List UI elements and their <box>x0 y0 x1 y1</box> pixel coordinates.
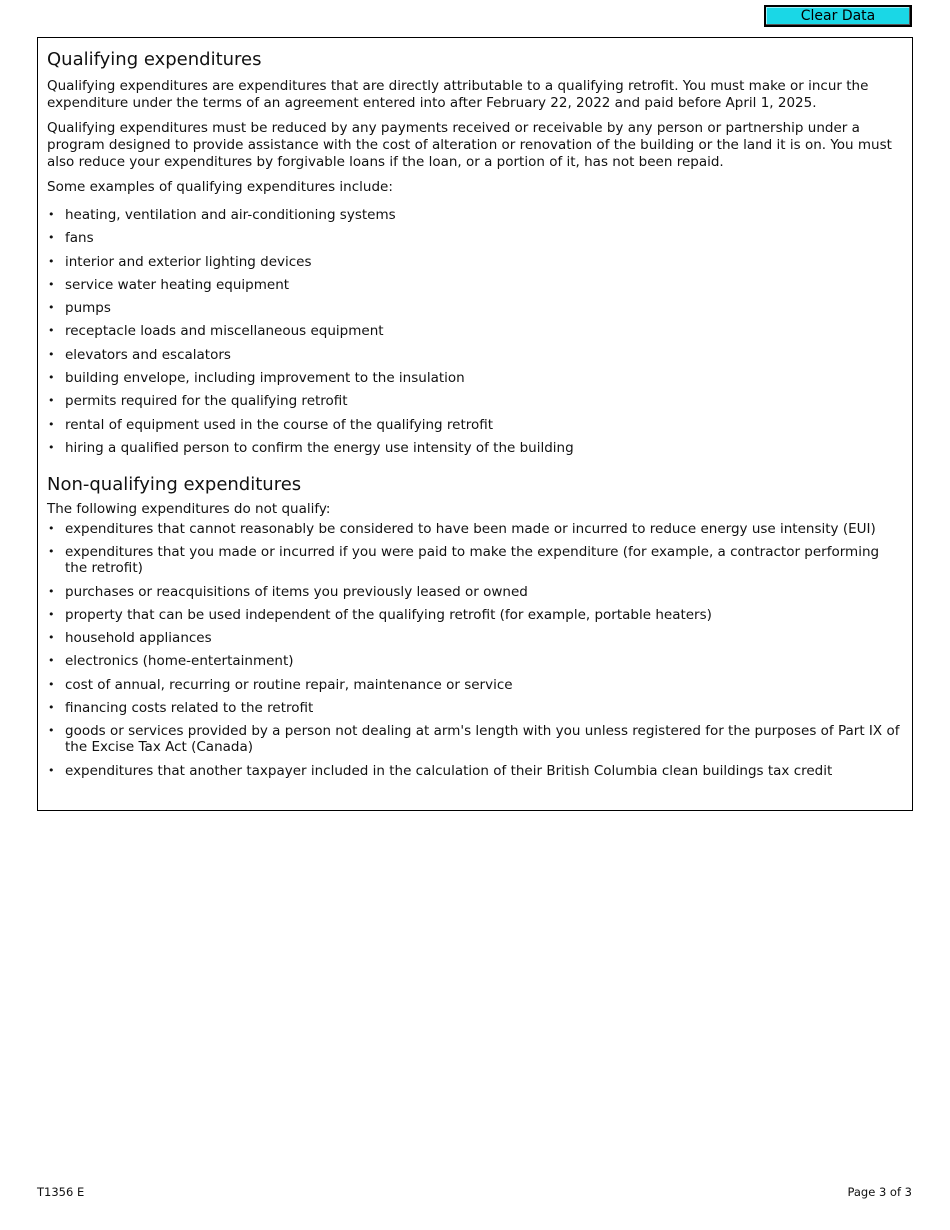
list-item: • property that can be used independent of the qualifying retrofit (for example, portable heaters) <box>48 606 712 623</box>
non-qualifying-intro: The following expenditures do not qualify: <box>47 500 331 517</box>
list-item: • rental of equipment used in the course of the qualifying retrofit <box>48 416 494 433</box>
list-item: • heating, ventilation and air-conditioning systems <box>48 207 396 223</box>
bullet-icon: • <box>48 521 55 535</box>
clear-data-button[interactable]: Clear Data <box>764 5 912 27</box>
content-box <box>37 37 913 811</box>
bullet-icon: • <box>48 301 55 315</box>
list-item: • electronics (home-entertainment) <box>48 653 294 670</box>
list-item: • household appliances <box>48 630 212 647</box>
bullet-icon: • <box>48 324 55 338</box>
list-item: • service water heating equipment <box>48 276 290 293</box>
bullet-icon: • <box>48 417 55 431</box>
qualifying-list <box>47 207 903 456</box>
list-item: • interior and exterior lighting devices <box>48 253 312 270</box>
bullet-icon: • <box>48 763 55 777</box>
list-item: • receptacle loads and miscellaneous equipment <box>48 323 384 340</box>
list-item: • permits required for the qualifying retrofit <box>48 393 348 410</box>
list-item: • expenditures that another taxpayer included in the calculation of their British Columbia clean buildings tax credit <box>48 762 833 779</box>
qualifying-intro: Some examples of qualifying expenditures include: <box>47 179 393 195</box>
list-item: • financing costs related to the retrofit <box>48 700 314 717</box>
page-number: Page 3 of 3 <box>847 1185 912 1199</box>
bullet-icon: • <box>48 254 55 268</box>
bullet-icon: • <box>48 701 55 715</box>
list-item: • fans <box>48 230 94 247</box>
bullet-icon: • <box>48 631 55 645</box>
list-item: • expenditures that you made or incurred if you were paid to make the expenditure (for example, a contractor performing the retrofit) <box>48 544 880 577</box>
list-item: • pumps <box>48 300 111 317</box>
list-item: • cost of annual, recurring or routine repair, maintenance or service <box>48 676 513 693</box>
bullet-icon: • <box>48 208 55 221</box>
bullet-icon: • <box>48 231 55 245</box>
bullet-icon: • <box>48 371 55 385</box>
list-item: • purchases or reacquisitions of items you previously leased or owned <box>48 583 528 600</box>
bullet-icon: • <box>48 440 55 454</box>
list-item: • elevators and escalators <box>48 346 231 363</box>
list-item: • goods or services provided by a person not dealing at arm's length with you unless registered for the purposes of Part IX of the Excise Tax Act (Canada) <box>48 723 900 756</box>
qualifying-paragraph-2: Qualifying expenditures must be reduced by any payments received or receivable by any person or partnership under a program designed to provide assistance with the cost of alteration or renovation of the building or the land it is on. You must also reduce your expenditures by forgivable loans if the loan, or a portion of it, has not been repaid. <box>47 120 892 170</box>
non-qualifying-heading: Non-qualifying expenditures <box>47 473 302 495</box>
qualifying-heading: Qualifying expenditures <box>47 49 262 70</box>
bullet-icon: • <box>48 347 55 361</box>
bullet-icon: • <box>48 277 55 291</box>
bullet-icon: • <box>48 584 55 598</box>
list-item: • building envelope, including improvement to the insulation <box>48 370 465 387</box>
bullet-icon: • <box>48 545 55 559</box>
bullet-icon: • <box>48 654 55 668</box>
list-item: • hiring a qualified person to confirm the energy use intensity of the building <box>48 439 574 456</box>
non-qualifying-list <box>47 521 903 779</box>
form-code: T1356 E <box>37 1185 85 1199</box>
qualifying-paragraph-1: Qualifying expenditures are expenditures that are directly attributable to a qualifying retrofit. You must make or incur the expenditure under the terms of an agreement entered into after February 22, 2022 and paid before April 1, 2025. <box>47 78 869 111</box>
list-item: • expenditures that cannot reasonably be considered to have been made or incurred to reduce energy use intensity (EUI) <box>48 520 876 537</box>
bullet-icon: • <box>48 607 55 621</box>
bullet-icon: • <box>48 394 55 408</box>
bullet-icon: • <box>48 677 55 691</box>
bullet-icon: • <box>48 724 55 738</box>
